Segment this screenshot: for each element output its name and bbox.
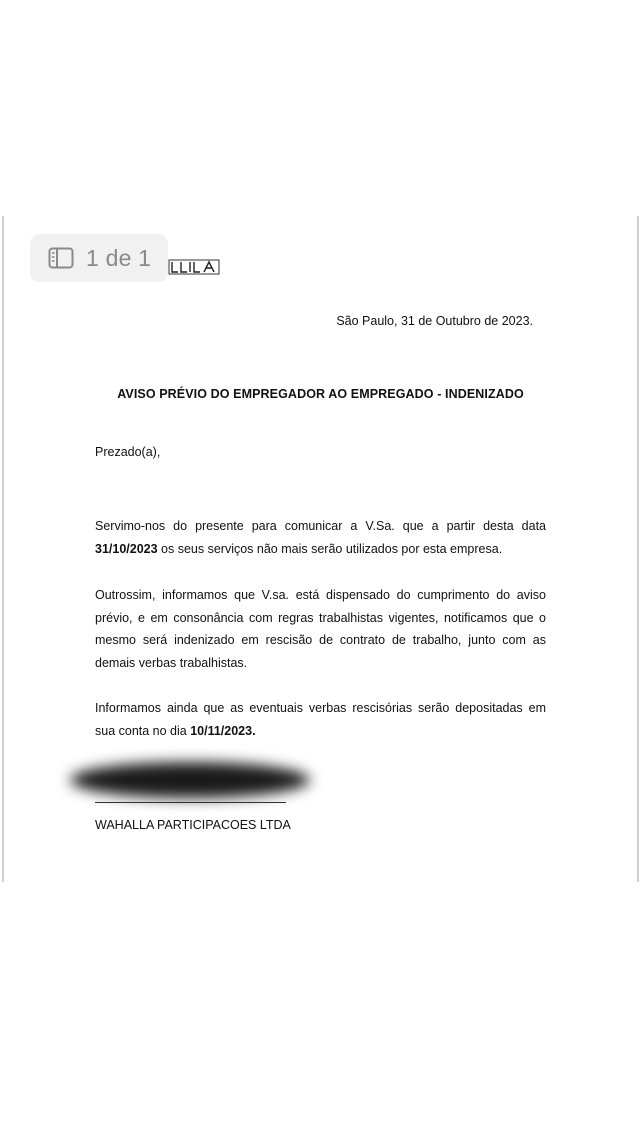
document-title: AVISO PRÉVIO DO EMPREGADOR AO EMPREGADO - INDENIZADO (117, 387, 524, 401)
sidebar-pages-icon[interactable] (48, 247, 74, 269)
paragraph-1-text-b: os seus serviços não mais serão utilizados por esta empresa. (157, 541, 503, 556)
greeting: Prezado(a), (95, 445, 161, 459)
page-indicator[interactable] (30, 234, 168, 282)
paragraph-1-text-a: Servimo-nos do presente para comunicar a V.Sa. que a partir desta data (95, 519, 546, 533)
paragraph-1 (95, 515, 546, 560)
paragraph-3-text: Informamos ainda que as eventuais verbas rescisórias serão depositadas em sua conta no dia (95, 701, 546, 738)
date-line: São Paulo, 31 de Outubro de 2023. (336, 314, 533, 328)
signature-line (95, 802, 286, 803)
paragraph-2: Outrossim, informamos que V.sa. está dispensado do cumprimento do aviso prévio, e em consonância com regras trabalhistas vigentes, notificamos que o mesmo será indenizado em rescisão de contrato de trabalho, junto com as demais verbas trabalhistas. (95, 588, 546, 670)
paragraph-3 (95, 697, 546, 742)
redacted-signature (70, 762, 310, 798)
page-count-label: 1 de 1 (86, 244, 152, 271)
company-logo-icon (168, 256, 220, 276)
company-name: WAHALLA PARTICIPACOES LTDA (95, 818, 291, 832)
paragraph-1-date: 31/10/2023 (95, 541, 158, 556)
paragraph-3-date: 10/11/2023. (190, 723, 256, 738)
